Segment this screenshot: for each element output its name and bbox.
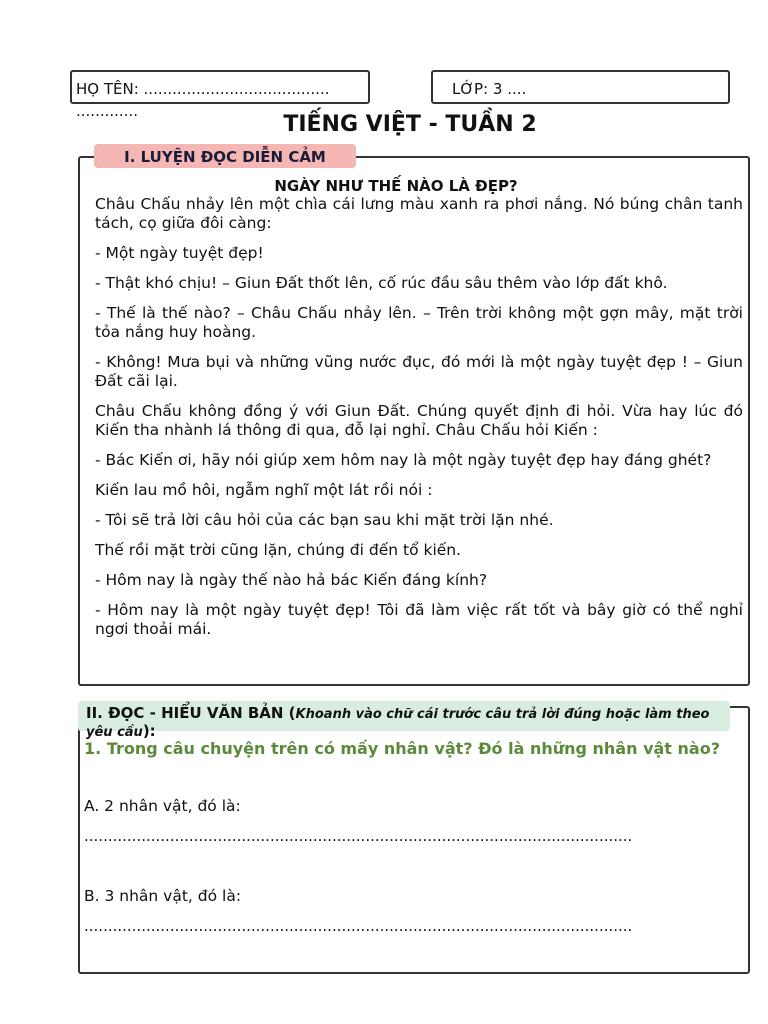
story-title: NGÀY NHƯ THẾ NÀO LÀ ĐẸP?	[274, 177, 518, 195]
student-name-field[interactable]: HỌ TÊN: ....................................... .............	[76, 80, 335, 120]
story-paragraph: - Thế là thế nào? – Châu Chấu nhảy lên. – Trên trời không một gợn mây, mặt trời tỏa nắng huy hoàng.	[95, 304, 743, 341]
story-paragraph: - Không! Mưa bụi và những vũng nước đục, đó mới là một ngày tuyệt đẹp ! – Giun Đất cãi lại.	[95, 353, 743, 390]
story-paragraph: Châu Chấu không đồng ý với Giun Đất. Chúng quyết định đi hỏi. Vừa hay lúc đó Kiến tha nhành lá thông đi qua, đỗ lại nghỉ. Châu Chấu hỏi Kiến :	[95, 402, 743, 439]
story-paragraph: - Hôm nay là một ngày tuyệt đẹp! Tôi đã làm việc rất tốt và bây giờ có thể nghỉ ngơi thoải mái.	[95, 601, 743, 638]
class-field[interactable]: LỚP: 3 ....	[452, 80, 527, 98]
story-paragraph: Châu Chấu nhảy lên một chìa cái lưng màu xanh ra phơi nắng. Nó búng chân tanh tách, cọ giữa đôi càng:	[95, 195, 743, 232]
section1-label	[94, 144, 356, 168]
section2-label-main: II. ĐỌC - HIỂU VĂN BẢN (	[86, 704, 296, 722]
answer-line-b[interactable]: ...................................................................................................................	[84, 917, 633, 935]
page-title: TIẾNG VIỆT - TUẦN 2	[283, 112, 537, 137]
section2-label-end: ):	[142, 722, 156, 740]
story-paragraph: Thế rồi mặt trời cũng lặn, chúng đi đến tổ kiến.	[95, 541, 462, 559]
story-paragraph: Kiến lau mồ hôi, ngẫm nghĩ một lát rồi nói :	[95, 481, 433, 499]
question-1: 1. Trong câu chuyện trên có mấy nhân vật? Đó là những nhân vật nào?	[84, 739, 720, 758]
option-b[interactable]: B. 3 nhân vật, đó là:	[84, 887, 242, 905]
section1-label-text: I. LUYỆN ĐỌC DIỄN CẢM	[124, 148, 326, 166]
story-text	[95, 195, 743, 687]
story-paragraph: - Thật khó chịu! – Giun Đất thốt lên, cố rúc đầu sâu thêm vào lớp đất khô.	[95, 274, 668, 292]
answer-line-a[interactable]: ...................................................................................................................	[84, 827, 633, 845]
story-paragraph: - Bác Kiến ơi, hãy nói giúp xem hôm nay là một ngày tuyệt đẹp hay đáng ghét?	[95, 451, 712, 469]
story-paragraph: - Hôm nay là ngày thế nào hả bác Kiến đáng kính?	[95, 571, 488, 589]
section2-label	[78, 701, 730, 740]
story-paragraph: - Tôi sẽ trả lời câu hỏi của các bạn sau khi mặt trời lặn nhé.	[95, 511, 554, 529]
option-a[interactable]: A. 2 nhân vật, đó là:	[84, 797, 241, 815]
story-paragraph: - Một ngày tuyệt đẹp!	[95, 244, 264, 262]
section2-label-hint: Khoanh vào chữ cái trước câu trả lời đúng hoặc làm theo yêu cầu	[86, 707, 710, 740]
